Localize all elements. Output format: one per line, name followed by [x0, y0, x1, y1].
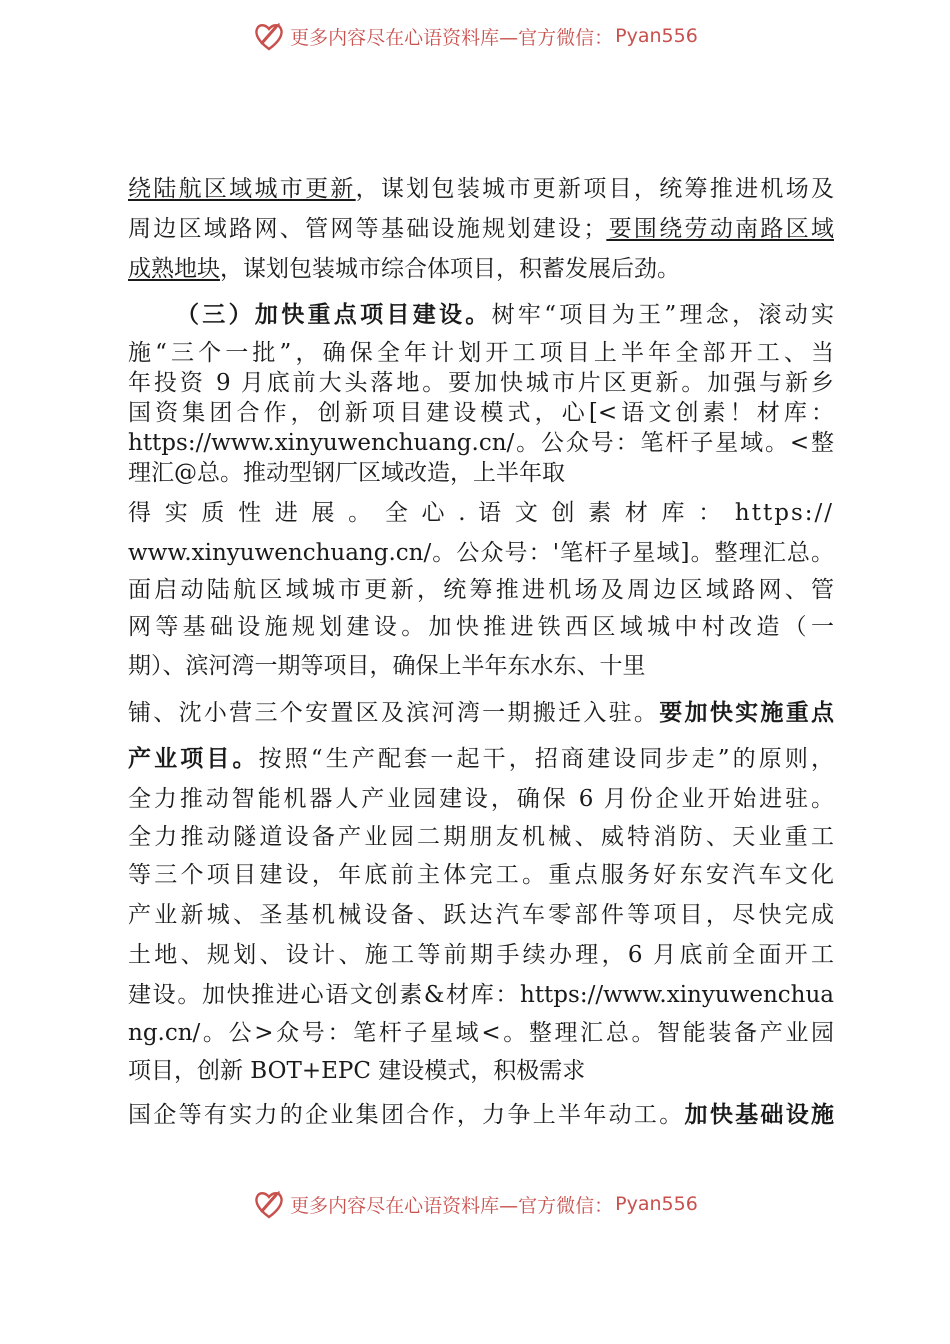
text-line: 年投资 9 月底前大头落地。要加快城市片区更新。加强与新乡 — [128, 370, 834, 396]
footer-brand-text: 更多内容尽在心语资料库—官方微信： — [290, 1194, 614, 1217]
text-line: 周边区域路网、管网等基础设施规划建设；要围绕劳动南路区域 — [128, 216, 834, 242]
text-line: 铺、沈小营三个安置区及滨河湾一期搬迁入驻。要加快实施重点 — [128, 700, 834, 726]
pen-heart-icon — [252, 1187, 286, 1221]
text-line: 期）、滨河湾一期等项目，确保上半年东水东、十里 — [128, 653, 646, 679]
text-line: https://www.xinyuwenchuang.cn/。公众号：笔杆子星域。<整 — [128, 430, 834, 456]
text-line: 项目，创新 BOT+EPC 建设模式，积极需求 — [128, 1058, 586, 1084]
header-wechat-id: Pyan556 — [615, 25, 698, 47]
text-line: 成熟地块，谋划包装城市综合体项目，积蓄发展后劲。 — [128, 256, 680, 282]
text-line: 理汇@总。推动型钢厂区域改造，上半年取 — [128, 460, 565, 486]
text-line: 得 实 质 性 进 展 。 全 心 . 语 文 创 素 材 库 ： https:// — [128, 500, 834, 526]
text-line: 网等基础设施规划建设。加快推进铁西区域城中村改造（一 — [128, 614, 834, 640]
text-line: 等三个项目建设，年底前主体完工。重点服务好东安汽车文化 — [128, 862, 834, 888]
text-line: 产业新城、圣基机械设备、跃达汽车零部件等项目，尽快完成 — [128, 902, 834, 928]
text-line: 全力推动智能机器人产业园建设，确保 6 月份企业开始进驻。 — [128, 786, 834, 812]
footer-wechat-id: Pyan556 — [615, 1193, 698, 1215]
section-heading-line: （三）加快重点项目建设。树牢“项目为王”理念，滚动实 — [176, 302, 834, 328]
bold-phrase: 产业项目。 — [128, 746, 259, 772]
footer-banner — [0, 1184, 950, 1224]
text-line: 施“三个一批”，确保全年计划开工项目上半年全部开工、当 — [128, 340, 834, 366]
text-line: 国资集团合作，创新项目建设模式，心[<语文创素！材库： — [128, 400, 834, 426]
header-brand-text: 更多内容尽在心语资料库—官方微信： — [290, 26, 614, 49]
pen-heart-icon — [252, 19, 286, 53]
text-line: www.xinyuwenchuang.cn/。公众号：'笔杆子星域]。整理汇总。 — [128, 540, 834, 566]
bold-phrase: 要加快实施重点 — [659, 700, 834, 726]
text-line: 面启动陆航区域城市更新，统筹推进机场及周边区域路网、管 — [128, 577, 834, 603]
text-line: 绕陆航区域城市更新，谋划包装城市更新项目，统筹推进机场及 — [128, 176, 834, 202]
text-line: 建设。加快推进心语文创素&材库：https://www.xinyuwenchua — [128, 982, 834, 1008]
text-line: ng.cn/。公>众号：笔杆子星域<。整理汇总。智能装备产业园 — [128, 1020, 834, 1046]
text-line: 产业项目。按照“生产配套一起干，招商建设同步走”的原则， — [128, 746, 834, 772]
text-line: 全力推动隧道设备产业园二期朋友机械、威特消防、天业重工 — [128, 824, 834, 850]
section-heading: （三）加快重点项目建设。 — [176, 302, 492, 328]
text-line: 土地、规划、设计、施工等前期手续办理，6 月底前全面开工 — [128, 942, 834, 968]
header-banner — [0, 16, 950, 56]
text-line: 国企等有实力的企业集团合作，力争上半年动工。加快基础设施 — [128, 1102, 834, 1128]
bold-phrase: 加快基础设施 — [684, 1102, 834, 1128]
